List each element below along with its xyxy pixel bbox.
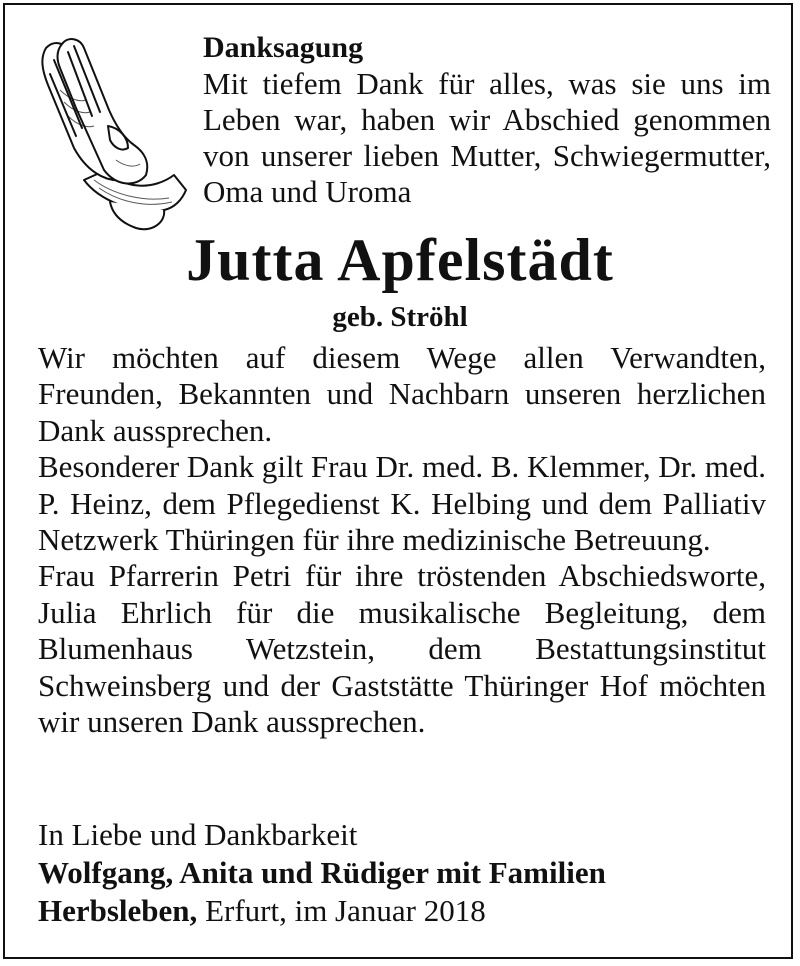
place-date-text: Erfurt, im Januar 2018 [197,893,486,928]
closing-line: In Liebe und Dankbarkeit [38,817,358,852]
maiden-name: geb. Ströhl [332,301,468,333]
place-bold: Herbsleben, [38,893,198,928]
thanks-paragraph: Besonderer Dank gilt Frau Dr. med. B. Klemmer, Dr. med. P. Heinz, dem Pflegedienst K. Helbing und dem Palliativ Netzwerk Thüringen für ihre medizinische Betreuung. [38,449,766,558]
thanks-text [38,340,766,740]
thanks-paragraph: Wir möchten auf diesem Wege allen Verwandten, Freunden, Bekannten und Nachbarn unseren herzlichen Dank aussprechen. [38,340,766,448]
notice-heading: Danksagung [203,31,364,64]
place-date [38,892,766,930]
intro-block [203,30,771,210]
thanks-paragraph: Frau Pfarrerin Petri für ihre tröstenden Abschiedsworte, Julia Ehrlich für die musikalische Begleitung, dem Blumenhaus Wetzstein, dem Bestattungsinstitut Schweinsberg und der Gaststätte Thüringer Hof möchten wir unseren Dank aussprechen. [38,558,766,740]
praying-hands-icon [24,30,189,235]
signatories: Wolfgang, Anita und Rüdiger mit Familien [38,855,606,890]
deceased-name: Jutta Apfelstädt [186,227,614,293]
closing-block [38,816,766,930]
intro-text: Mit tiefem Dank für alles, was sie uns im Leben war, haben wir Abschied genommen von unserer lieben Mutter, Schwiegermutter, Oma und Uroma [203,66,771,209]
